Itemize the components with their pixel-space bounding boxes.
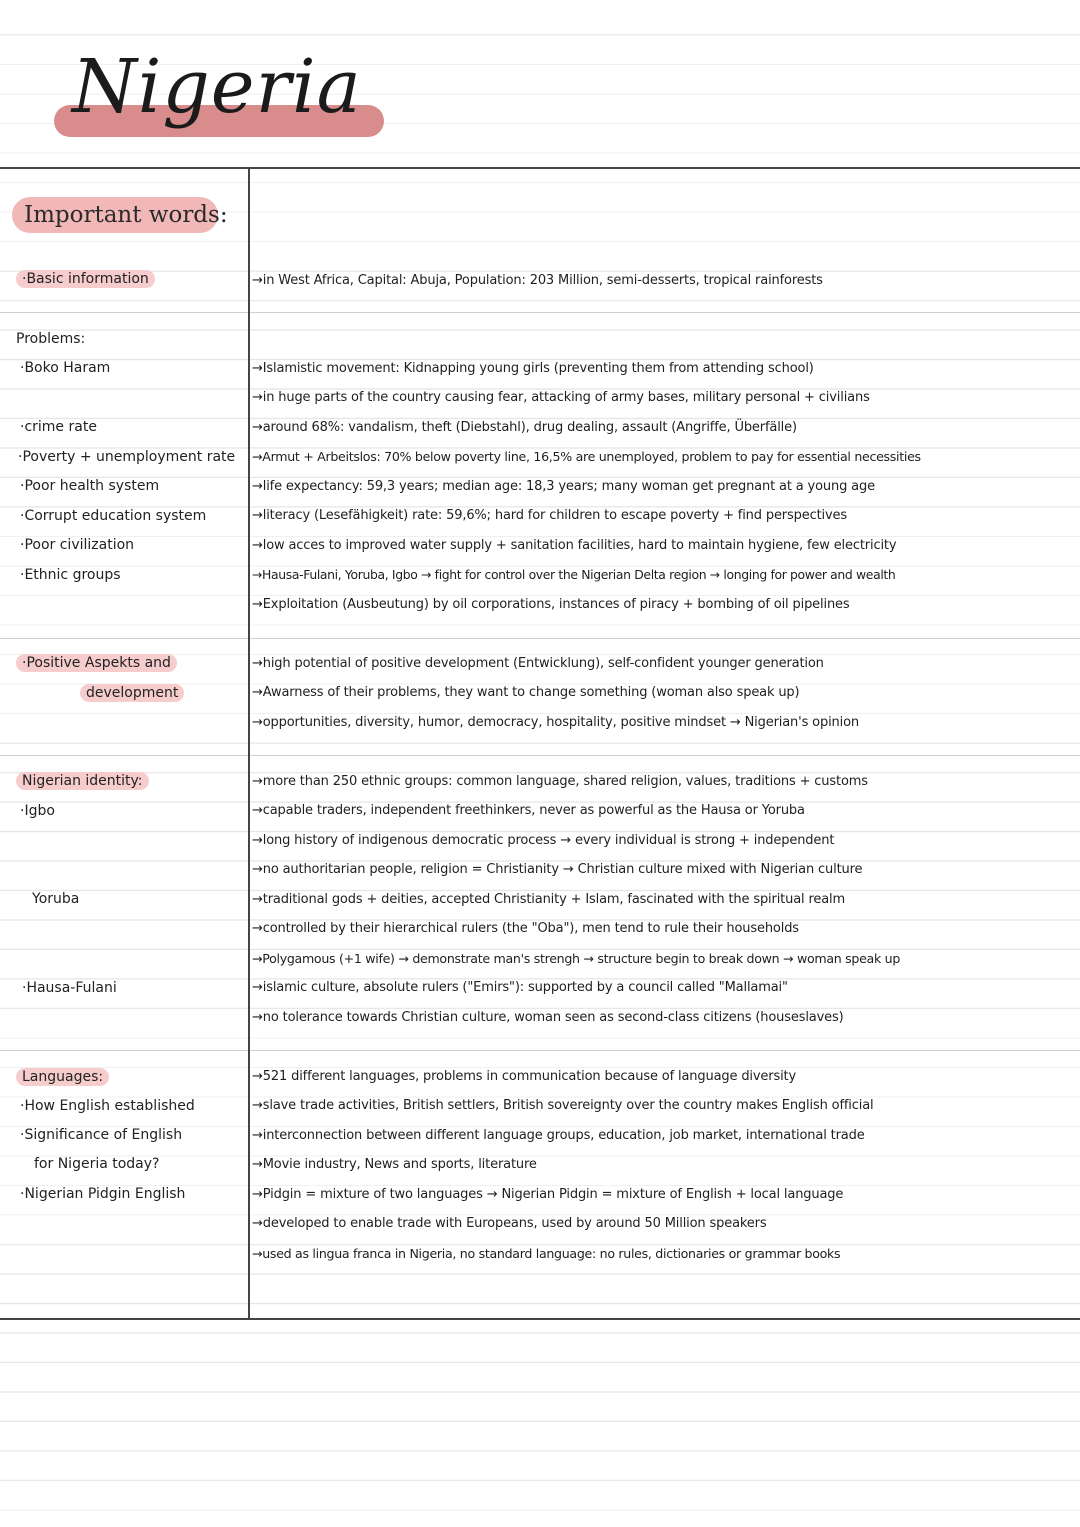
identity-line: →capable traders, independent freethinkers, never as powerful as the Hausa or Yoruba [252,803,805,818]
identity-line: →more than 250 ethnic groups: common language, shared religion, values, traditions + customs [252,774,868,789]
problem-line: →Islamistic movement: Kidnapping young girls (preventing them from attending school) [252,361,814,376]
page-title: Nigeria [72,44,362,130]
problem-label-crime: ·crime rate [20,419,97,435]
section-separator [0,638,248,639]
identity-line: →islamic culture, absolute rulers ("Emirs"): supported by a council called "Mallamai" [252,980,788,995]
identity-heading: Nigerian identity: [16,770,149,792]
positive-label-cont: development [80,682,184,704]
basic-info-label: ·Basic information [16,268,155,290]
language-label-significance: ·Significance of English [20,1127,183,1143]
identity-line: →no authoritarian people, religion = Christianity → Christian culture mixed with Nigerian culture [252,862,863,877]
title-block [48,44,408,190]
section-separator [0,312,248,313]
problem-line: →in huge parts of the country causing fear, attacking of army bases, military personal + civilians [252,390,870,405]
column-divider [248,167,250,1318]
identity-line: →traditional gods + deities, accepted Christianity + Islam, fascinated with the spiritual realm [252,892,846,907]
identity-line: →long history of indigenous democratic process → every individual is strong + independent [252,833,835,848]
section-separator [250,755,1080,756]
language-line: →developed to enable trade with Europeans, used by around 50 Million speakers [252,1216,767,1231]
section-separator [0,755,248,756]
section-separator [0,1050,248,1051]
identity-line: →controlled by their hierarchical rulers (the "Oba"), men tend to rule their households [252,921,799,936]
section-separator [250,312,1080,313]
language-line: →Movie industry, News and sports, literature [252,1157,537,1172]
positive-line: →Awarness of their problems, they want to change something (woman also speak up) [252,685,800,700]
problem-label-poverty: ·Poverty + unemployment rate [18,449,236,465]
basic-info-line: →in West Africa, Capital: Abuja, Population: 203 Million, semi-desserts, tropical rainforests [252,273,823,288]
language-line: →interconnection between different language groups, education, job market, international trade [252,1128,865,1143]
language-label-how: ·How English established [20,1098,195,1114]
identity-line: →Polygamous (+1 wife) → demonstrate man's strengh → structure begin to break down → woman speak up [252,951,901,966]
language-line: →used as lingua franca in Nigeria, no standard language: no rules, dictionaries or grammar books [252,1246,841,1261]
language-line: →Pidgin = mixture of two languages → Nigerian Pidgin = mixture of English + local language [252,1187,844,1202]
identity-label-igbo: ·Igbo [20,803,55,819]
language-line: →slave trade activities, British settlers, British sovereignty over the country makes English official [252,1098,874,1113]
bottom-rule [0,1318,1080,1320]
identity-line: →no tolerance towards Christian culture, woman seen as second-class citizens (houseslaves) [252,1010,844,1025]
problem-label-ethnic: ·Ethnic groups [20,567,121,583]
problem-line: →literacy (Lesefähigkeit) rate: 59,6%; hard for children to escape poverty + find perspectives [252,508,847,523]
languages-heading: Languages: [16,1066,109,1088]
identity-label-yoruba: Yoruba [32,891,80,907]
problem-line: →Hausa-Fulani, Yoruba, Igbo → fight for control over the Nigerian Delta region → longing for power and wealth [252,567,896,582]
problem-label-health: ·Poor health system [20,478,160,494]
problem-line: →around 68%: vandalism, theft (Diebstahl), drug dealing, assault (Angriffe, Überfälle) [252,420,797,435]
top-rule [0,167,1080,169]
problem-label-education: ·Corrupt education system [20,508,207,524]
language-line: →521 different languages, problems in communication because of language diversity [252,1069,797,1084]
problem-line: →life expectancy: 59,3 years; median age: 18,3 years; many woman get pregnant at a young age [252,479,875,494]
section-separator [250,1050,1080,1051]
problem-line: →Exploitation (Ausbeutung) by oil corporations, instances of piracy + bombing of oil pipelines [252,597,850,612]
problem-label-boko: ·Boko Haram [20,360,111,376]
problem-label-civilization: ·Poor civilization [20,537,135,553]
problem-line: →Armut + Arbeitslos: 70% below poverty line, 16,5% are unemployed, problem to pay for essential necessities [252,449,921,464]
language-label-pidgin: ·Nigerian Pidgin English [20,1186,186,1202]
identity-label-hausa: ·Hausa-Fulani [22,980,117,996]
section-separator [250,638,1080,639]
positive-label: ·Positive Aspekts and [16,652,177,674]
important-words-heading: Important words: [24,202,228,228]
problems-heading: Problems: [16,331,86,347]
language-label-significance-cont: for Nigeria today? [34,1156,160,1172]
problem-line: →low acces to improved water supply + sanitation facilities, hard to maintain hygiene, few electricity [252,538,897,553]
positive-line: →opportunities, diversity, humor, democracy, hospitality, positive mindset → Nigerian's opinion [252,715,859,730]
positive-line: →high potential of positive development (Entwicklung), self-confident younger generation [252,656,824,671]
